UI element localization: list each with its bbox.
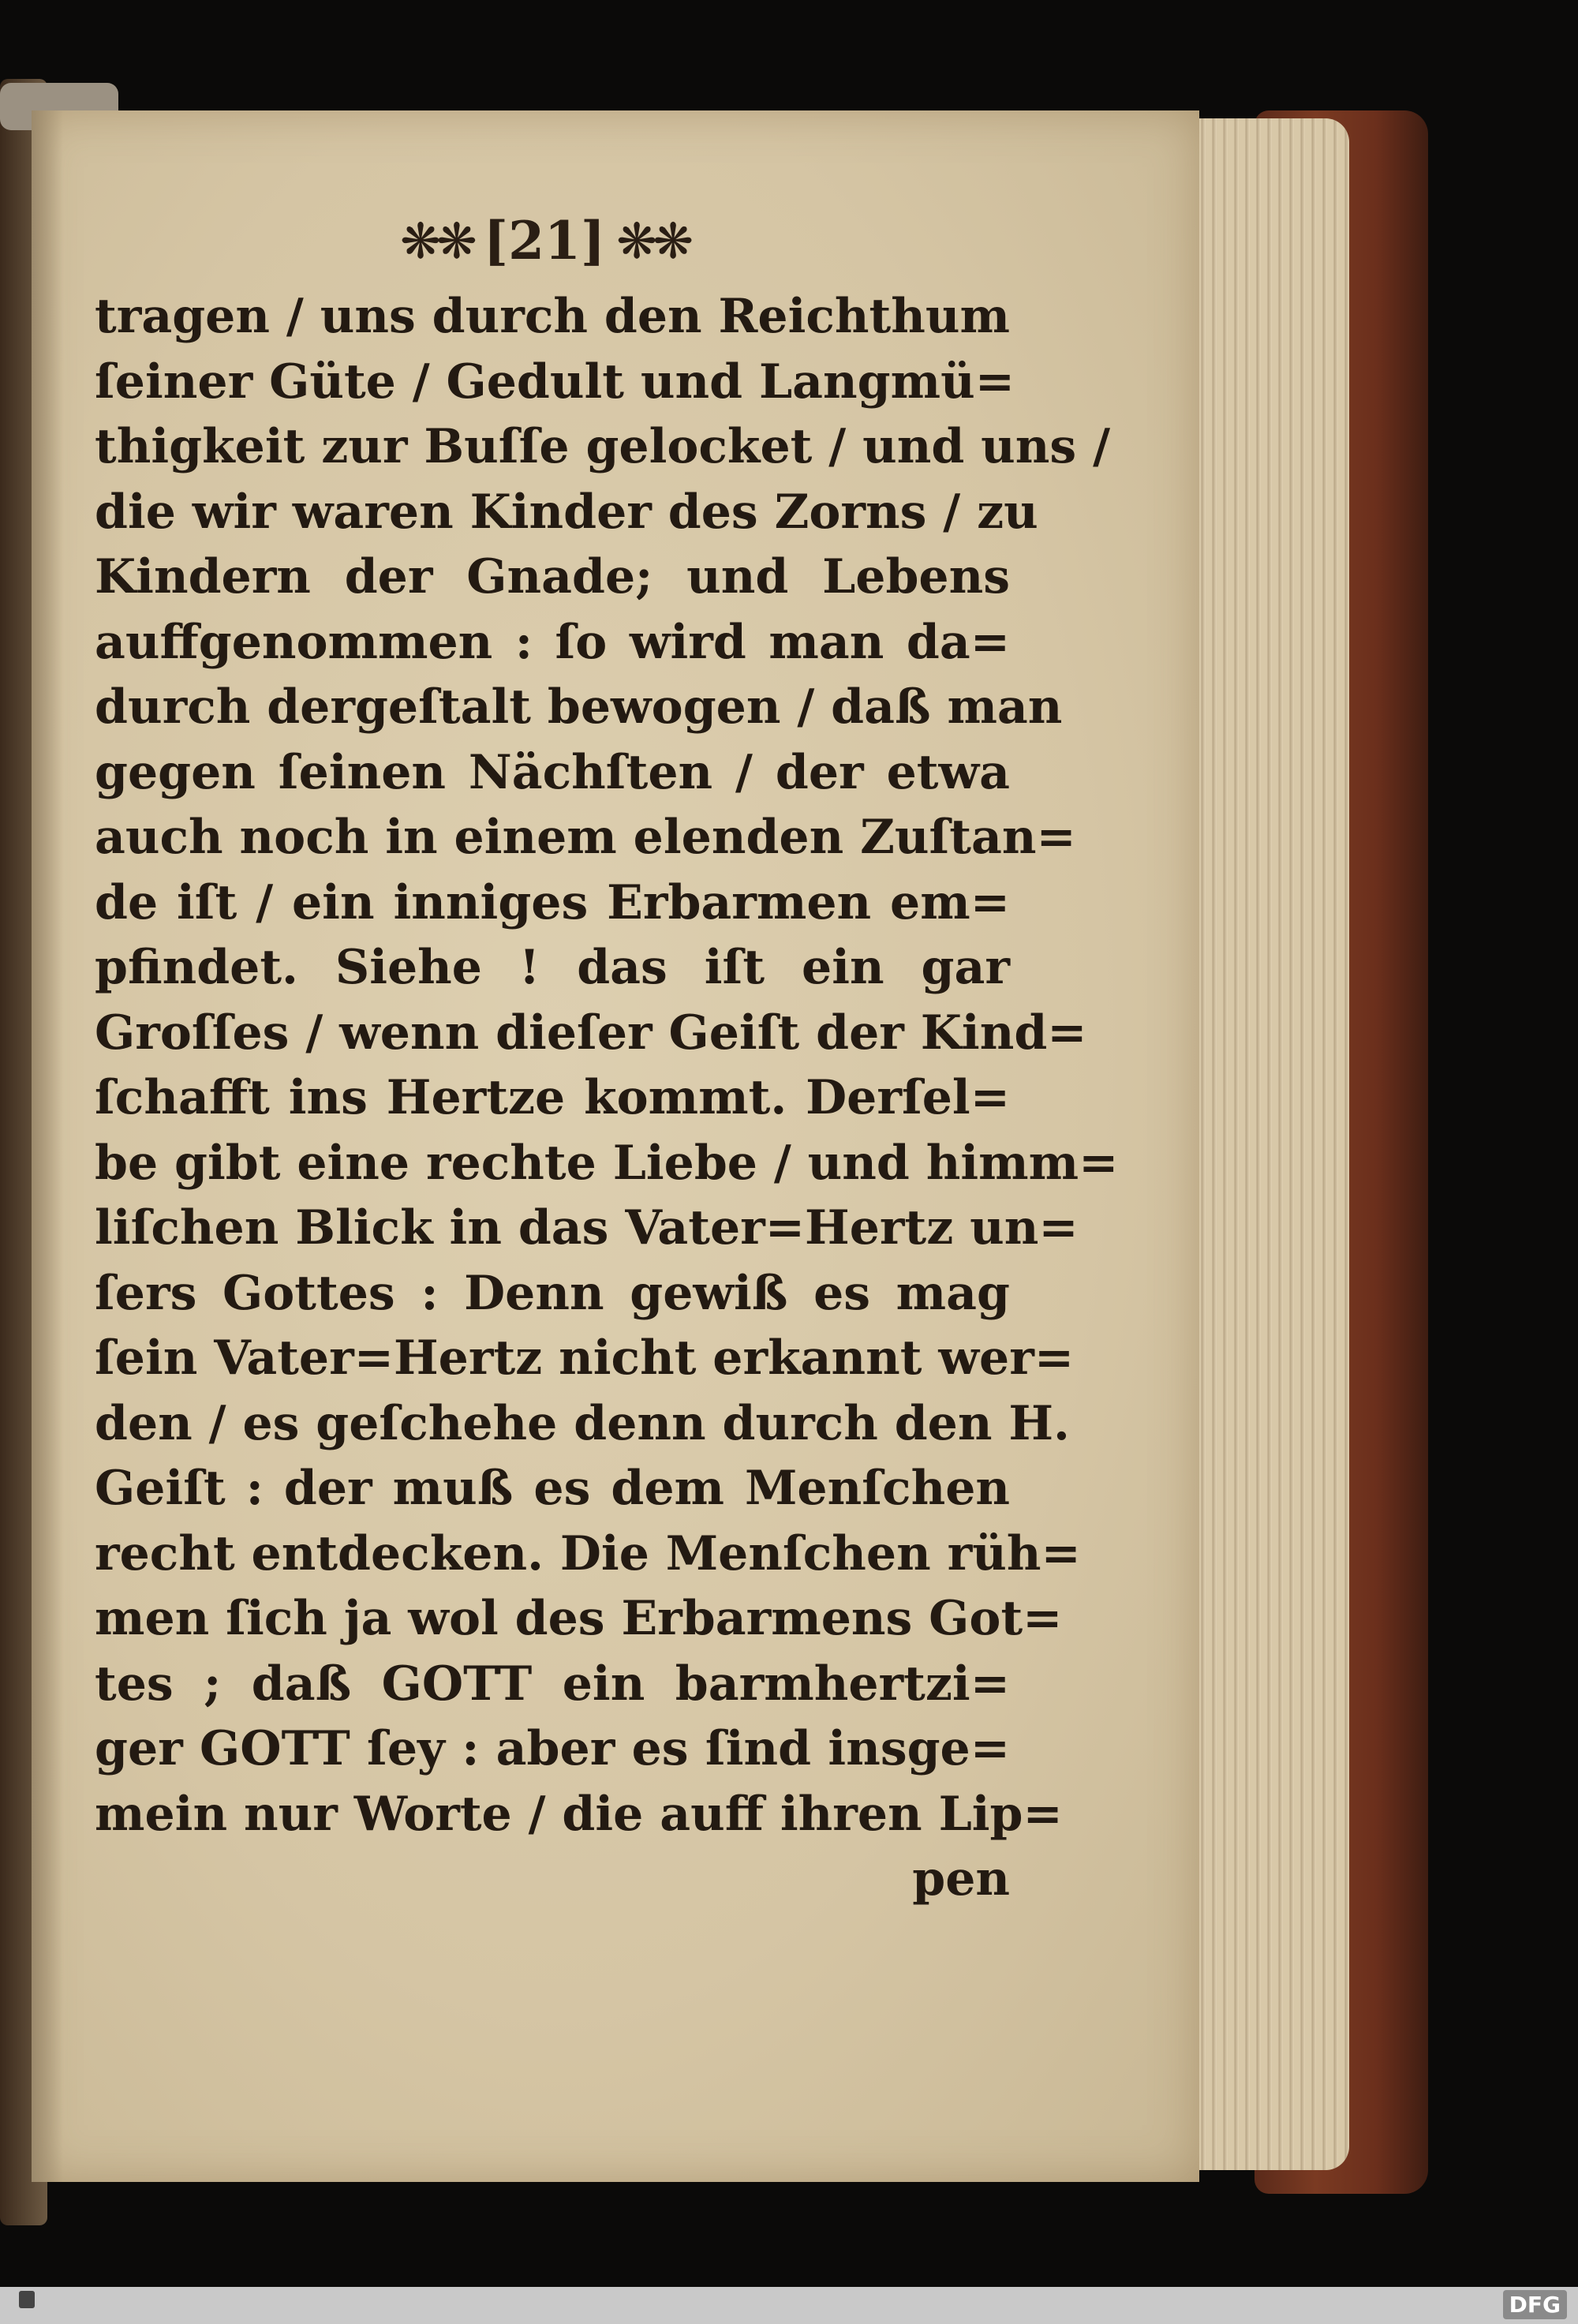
dfg-logo: DFG xyxy=(1503,2290,1567,2319)
text-line: be gibt eine rechte Liebe / und himm= xyxy=(95,1135,1119,1191)
text-line: auffgenommen : ſo wird man da= xyxy=(95,614,1010,670)
catchword: pen xyxy=(912,1851,1010,1907)
text-line: durch dergeſtalt bewogen / daß man xyxy=(95,679,1063,735)
ornament-left-icon: ❋❋ xyxy=(399,211,473,270)
text-line: mein nur Worte / die auff ihren Lip= xyxy=(95,1786,1063,1842)
text-line: Geiſt : der muß es dem Menſchen xyxy=(95,1461,1010,1516)
text-line: den / es geſchehe denn durch den H. xyxy=(95,1395,1070,1451)
text-line: pfindet. Siehe ! das iſt ein gar xyxy=(95,940,1010,995)
text-line: ſein Vater=Hertz nicht erkannt wer= xyxy=(95,1330,1075,1386)
text-line: Kindern der Gnade; und Lebens xyxy=(95,549,1010,604)
text-line: de iſt / ein inniges Erbarmen em= xyxy=(95,874,1010,930)
text-line: recht entdecken. Die Menſchen rüh= xyxy=(95,1525,1081,1581)
page-number: [21] xyxy=(483,210,606,271)
text-line: ſers Gottes : Denn gewiß es mag xyxy=(95,1265,1010,1321)
page-body-text xyxy=(95,284,1119,1912)
text-line: thigkeit zur Buſſe gelocket / und uns / xyxy=(95,419,1110,474)
text-line: liſchen Blick in das Vater=Hertz un= xyxy=(95,1200,1079,1256)
page-gutter xyxy=(32,110,63,2182)
text-line: men ſich ja wol des Erbarmens Got= xyxy=(95,1591,1063,1646)
ornament-right-icon: ❋❋ xyxy=(616,211,690,270)
viewer-footer-bar xyxy=(0,2287,1578,2324)
text-line: ſeiner Güte / Gedult und Langmü= xyxy=(95,354,1015,410)
text-line: tes ; daß GOTT ein barmhertzi= xyxy=(95,1656,1010,1712)
text-line: die wir waren Kinder des Zorns / zu xyxy=(95,484,1038,540)
text-line: ſchafft ins Hertze kommt. Derſel= xyxy=(95,1070,1010,1125)
text-line: tragen / uns durch den Reichthum xyxy=(95,289,1010,344)
page-header xyxy=(379,197,710,284)
library-logo-icon xyxy=(11,2291,43,2321)
text-line: ger GOTT ſey : aber es ſind insge= xyxy=(95,1721,1010,1776)
page-edges xyxy=(1184,118,1349,2170)
text-line: auch noch in einem elenden Zuſtan= xyxy=(95,810,1076,865)
text-line: Groſſes / wenn dieſer Geiſt der Kind= xyxy=(95,1005,1087,1061)
text-line: gegen ſeinen Nächſten / der etwa xyxy=(95,744,1010,800)
